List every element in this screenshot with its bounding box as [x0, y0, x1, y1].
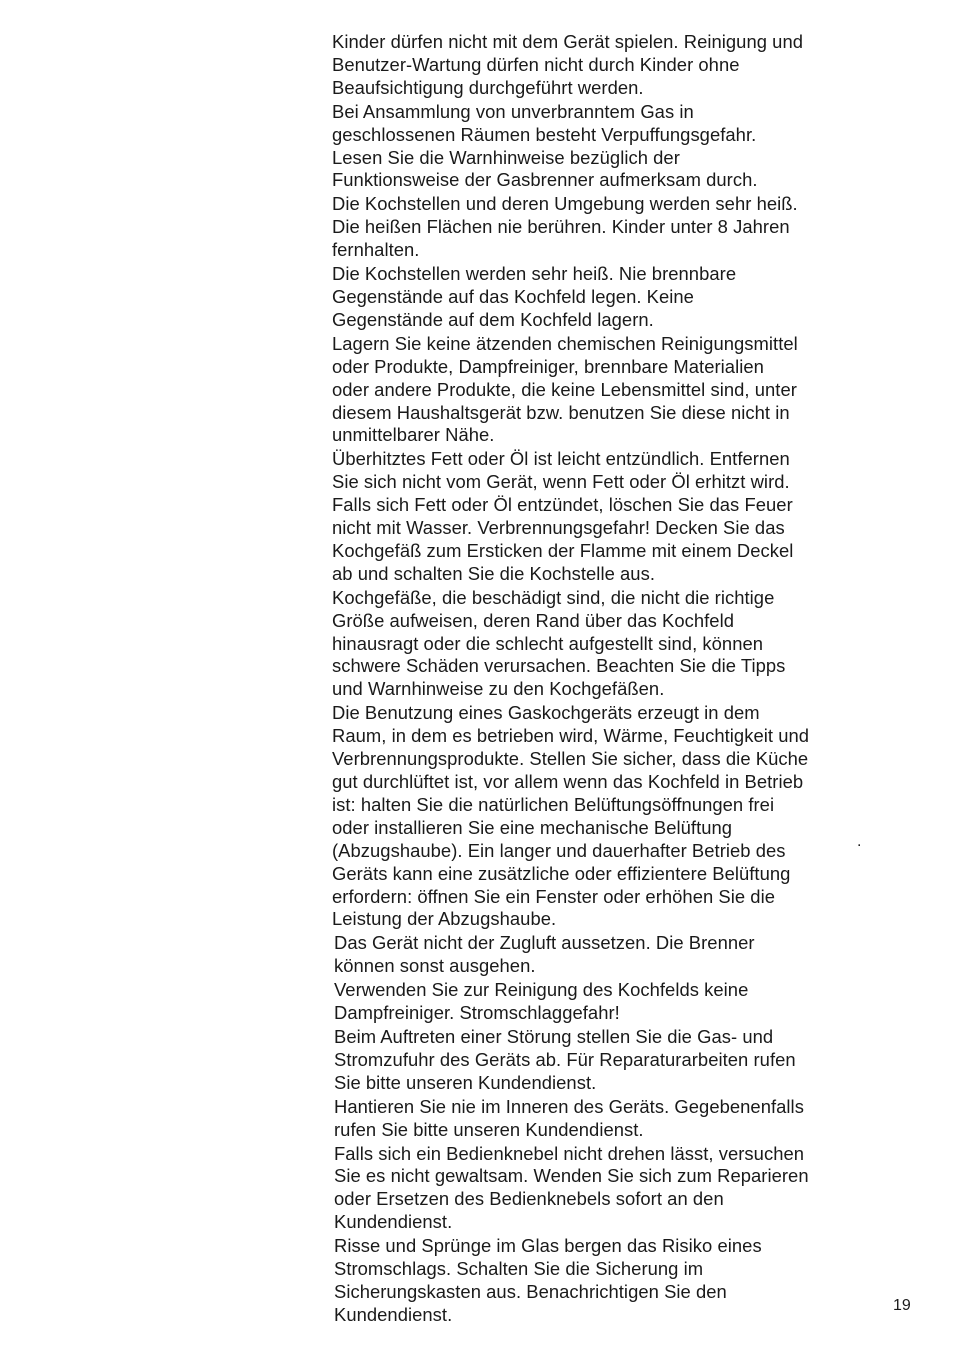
paragraph-fault: Beim Auftreten einer Störung stellen Sie die Gas- und Stromzufuhr des Geräts ab. Für Reparaturarbeiten rufen Sie bitte unseren Kundendienst.	[334, 1025, 796, 1093]
stray-dot-mark: .	[857, 833, 862, 850]
paragraph-unburnt-gas: Bei Ansammlung von unverbranntem Gas in geschlossenen Räumen besteht Verpuffungsgefahr. Lesen Sie die Warnhinweise bezüglich der Funktionsweise der Gasbrenner aufmerksam durch.	[332, 100, 758, 191]
paragraph-flammable-objects: Die Kochstellen werden sehr heiß. Nie brennbare Gegenstände auf das Kochfeld legen. Keine Gegenstände auf dem Kochfeld lagern.	[332, 263, 737, 330]
paragraph-control-knob: Falls sich ein Bedienknebel nicht drehen lässt, versuchen Sie es nicht gewaltsam. Wenden Sie sich zum Reparieren oder Ersetzen des Bedienknebels sofort an den Kundendienst.	[334, 1142, 809, 1233]
page-number: 19	[893, 1297, 911, 1314]
paragraph-draught: Das Gerät nicht der Zugluft aussetzen. Die Brenner können sonst ausgehen.	[334, 932, 755, 977]
paragraph-cookware: Kochgefäße, die beschädigt sind, die nicht die richtige Größe aufweisen, deren Rand über das Kochfeld hinausragt oder die schlecht aufgestellt sind, können schwere Schäden verursachen. Beachten Sie die Tipps und Warnhinweise zu den Kochgefäßen.	[332, 586, 786, 700]
warning-text-column	[332, 31, 872, 1328]
paragraph-hot-surfaces: Die Kochstellen und deren Umgebung werden sehr heiß. Die heißen Flächen nie berühren. Kinder unter 8 Jahren fernhalten.	[332, 193, 798, 261]
paragraph-ventilation: Die Benutzung eines Gaskochgeräts erzeugt in dem Raum, in dem es betrieben wird, Wärme, Feuchtigkeit und Verbrennungsprodukte. Stellen Sie sicher, dass die Küche gut durchlüftet ist, vor allem wenn das Kochfeld in Betrieb ist: halten Sie die natürlichen Belüftungsöffnungen frei oder installieren Sie eine mechanische Belüftung (Abzugshaube). Ein langer und dauerhafter Betrieb des Geräts kann eine zusätzliche oder effizientere Belüftung erfordern: öffnen Sie ein Fenster oder erhöhen Sie die Leistung der Abzugshaube.	[332, 702, 810, 930]
paragraph-chemical-storage: Lagern Sie keine ätzenden chemischen Reinigungsmittel oder Produkte, Dampfreiniger, brennbare Materialien oder andere Produkte, die keine Lebensmittel sind, unter diesem Haushaltsgerät bzw. benutzen Sie diese nicht in unmittelbarer Nähe.	[332, 332, 798, 446]
paragraph-children-play: Kinder dürfen nicht mit dem Gerät spielen. Reinigung und Benutzer-Wartung dürfen nicht durch Kinder ohne Beaufsichtigung durchgeführt werden.	[332, 31, 804, 98]
paragraph-overheated-fat: Überhitztes Fett oder Öl ist leicht entzündlich. Entfernen Sie sich nicht vom Gerät, wenn Fett oder Öl erhitzt wird. Falls sich Fett oder Öl entzündet, löschen Sie das Feuer nicht mit Wasser. Verbrennungsgefahr! Decken Sie das Kochgefäß zum Ersticken der Flamme mit einem Deckel ab und schalten Sie die Kochstelle aus.	[332, 448, 794, 584]
paragraph-steam-cleaner: Verwenden Sie zur Reinigung des Kochfelds keine Dampfreiniger. Stromschlaggefahr!	[334, 979, 749, 1024]
paragraph-interior: Hantieren Sie nie im Inneren des Geräts. Gegebenenfalls rufen Sie bitte unseren Kundendienst.	[334, 1095, 804, 1140]
paragraph-glass-cracks: Risse und Sprünge im Glas bergen das Risiko eines Stromschlags. Schalten Sie die Sicherung im Sicherungskasten aus. Benachrichtigen Sie den Kundendienst.	[334, 1235, 762, 1325]
